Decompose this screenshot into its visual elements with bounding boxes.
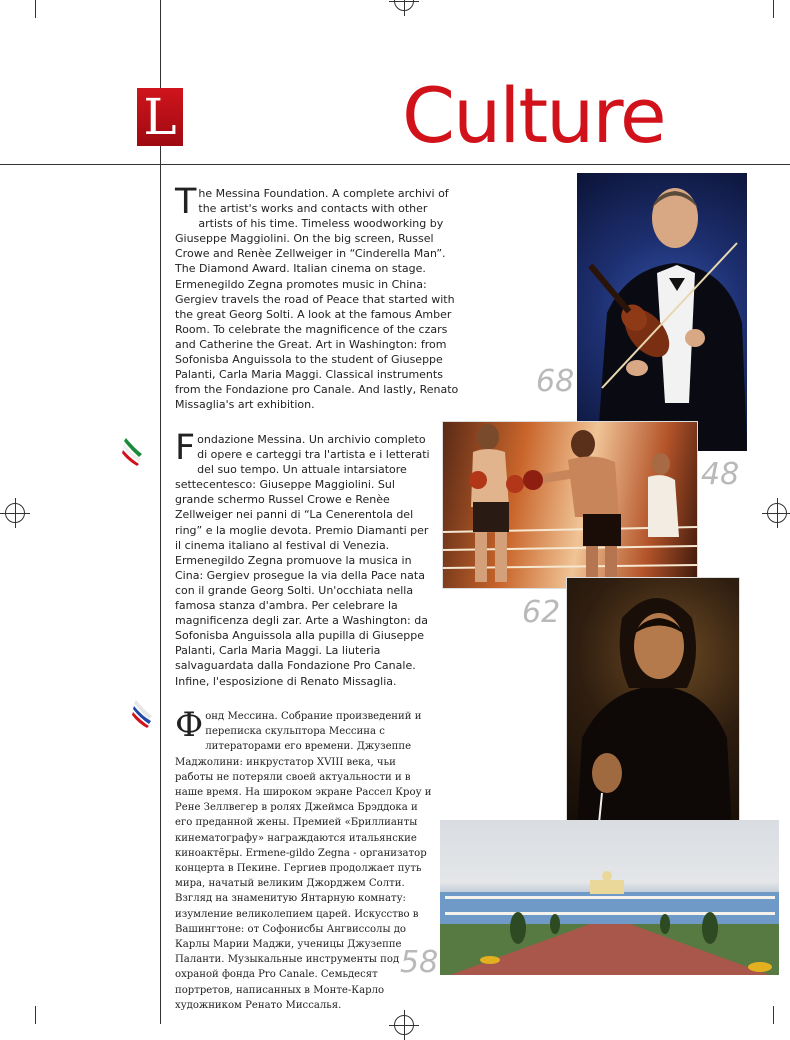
crop-mark bbox=[0, 164, 790, 165]
article-italian bbox=[175, 428, 437, 689]
photo-portrait-painting bbox=[566, 577, 740, 833]
crop-mark bbox=[773, 1006, 774, 1024]
article-russian bbox=[175, 705, 435, 1013]
crop-mark bbox=[773, 0, 774, 18]
italian-flag-icon bbox=[122, 436, 144, 466]
article-text: онд Мессина. Собрание произведений и переписка скульптора Мессина с литераторами его времени. Джузеппе Маджолини: инкрустатор XVIII века, чьи работы не потеряли своей актуальности и в наше время. На широком экране Рассел Кроу и Рене Зеллвегер в ролях Джеймса Брэддока и его преданной жены. Премией «Бриллианты кинематографу» награждаются итальянские киноактёры. Ermene-gildo Zegna - организатор концерта в Пекине. Гергиев продолжает путь мира, начатый великим Джорджем Солти. Взгляд на знаменитую Янтарную комнату: изумление великолепием царей. Искусство в Вашингтоне: от Софонисбы Ангвиссолы до Карлы Марии Маджи, ученицы Джузеппе Палaнти. Музыкальные инструменты под охраной фонда Pro Canale. Семьдесят портретов, написанных в Монте-Карло художником Ренато Миссалья. bbox=[175, 711, 432, 1011]
page-number: 62 bbox=[522, 595, 561, 630]
page-number: 48 bbox=[701, 457, 740, 492]
russian-flag-icon bbox=[132, 698, 154, 728]
crop-mark bbox=[160, 0, 161, 1024]
crop-mark bbox=[35, 0, 36, 18]
registration-mark bbox=[394, 1015, 414, 1035]
registration-mark bbox=[767, 503, 787, 523]
crop-mark bbox=[35, 1006, 36, 1024]
article-text: he Messina Foundation. A complete archivi of the artist's works and contacts with other artists of his time. Timeless woodworking by Giuseppe Maggiolini. On the big screen, Russel Crowe and Renèe Zellweiger in “Cinderella Man”. The Diamond Award. Italian cinema on stage. Ermenegildo Zegna promotes music in China: Gergiev travels the road of Peace that started with the great Georg Solti. A look at the famous Amber Room. To celebrate the magnificence of the czars and Catherine the Great. Art in Washington: from Sofonisba Anguissola to the student of Giuseppe Palanti, Carla Maria Maggi. Classical instruments from the Fondazione pro Canale. And lastly, Renato Missaglia's art exhibition. bbox=[175, 187, 459, 412]
page-number: 58 bbox=[400, 945, 439, 980]
photo-violinist bbox=[577, 173, 747, 451]
dropcap: Ф bbox=[175, 705, 204, 745]
photo-boxing bbox=[442, 421, 698, 589]
article-english bbox=[175, 182, 465, 412]
photo-palace bbox=[440, 820, 779, 975]
magazine-logo: L bbox=[137, 88, 183, 146]
registration-mark bbox=[5, 503, 25, 523]
dropcap: F bbox=[175, 428, 196, 468]
section-title: Culture bbox=[402, 71, 665, 160]
dropcap: T bbox=[175, 182, 197, 222]
page-number: 68 bbox=[536, 364, 575, 399]
registration-mark bbox=[394, 0, 414, 11]
article-text: ondazione Messina. Un archivio completo di opere e carteggi tra l'artista e i letterati del suo tempo. Un attuale intarsiatore settecentesco: Giuseppe Maggiolini. Sul grande schermo Russel Crowe e Renèe Zellweiger nei panni di “La Cenerentola del ring” e la moglie devota. Premio Diamanti per il cinema italiano al festival di Venezia. Ermenegildo Zegna promuove la musica in Cina: Gergiev prosegue la via della Pace nata con il grande Georg Solti. Un'occhiata nella famosa stanza d'ambra. Per celebrare la magnificenza degli zar. Arte a Washington: da Sofonisba Anguissola alla pupilla di Giuseppe Palanti, Carla Maria Maggi. La liuteria salvaguardata dalla Fondazione Pro Canale. Infine, l'esposizione di Renato Missaglia. bbox=[175, 433, 430, 688]
